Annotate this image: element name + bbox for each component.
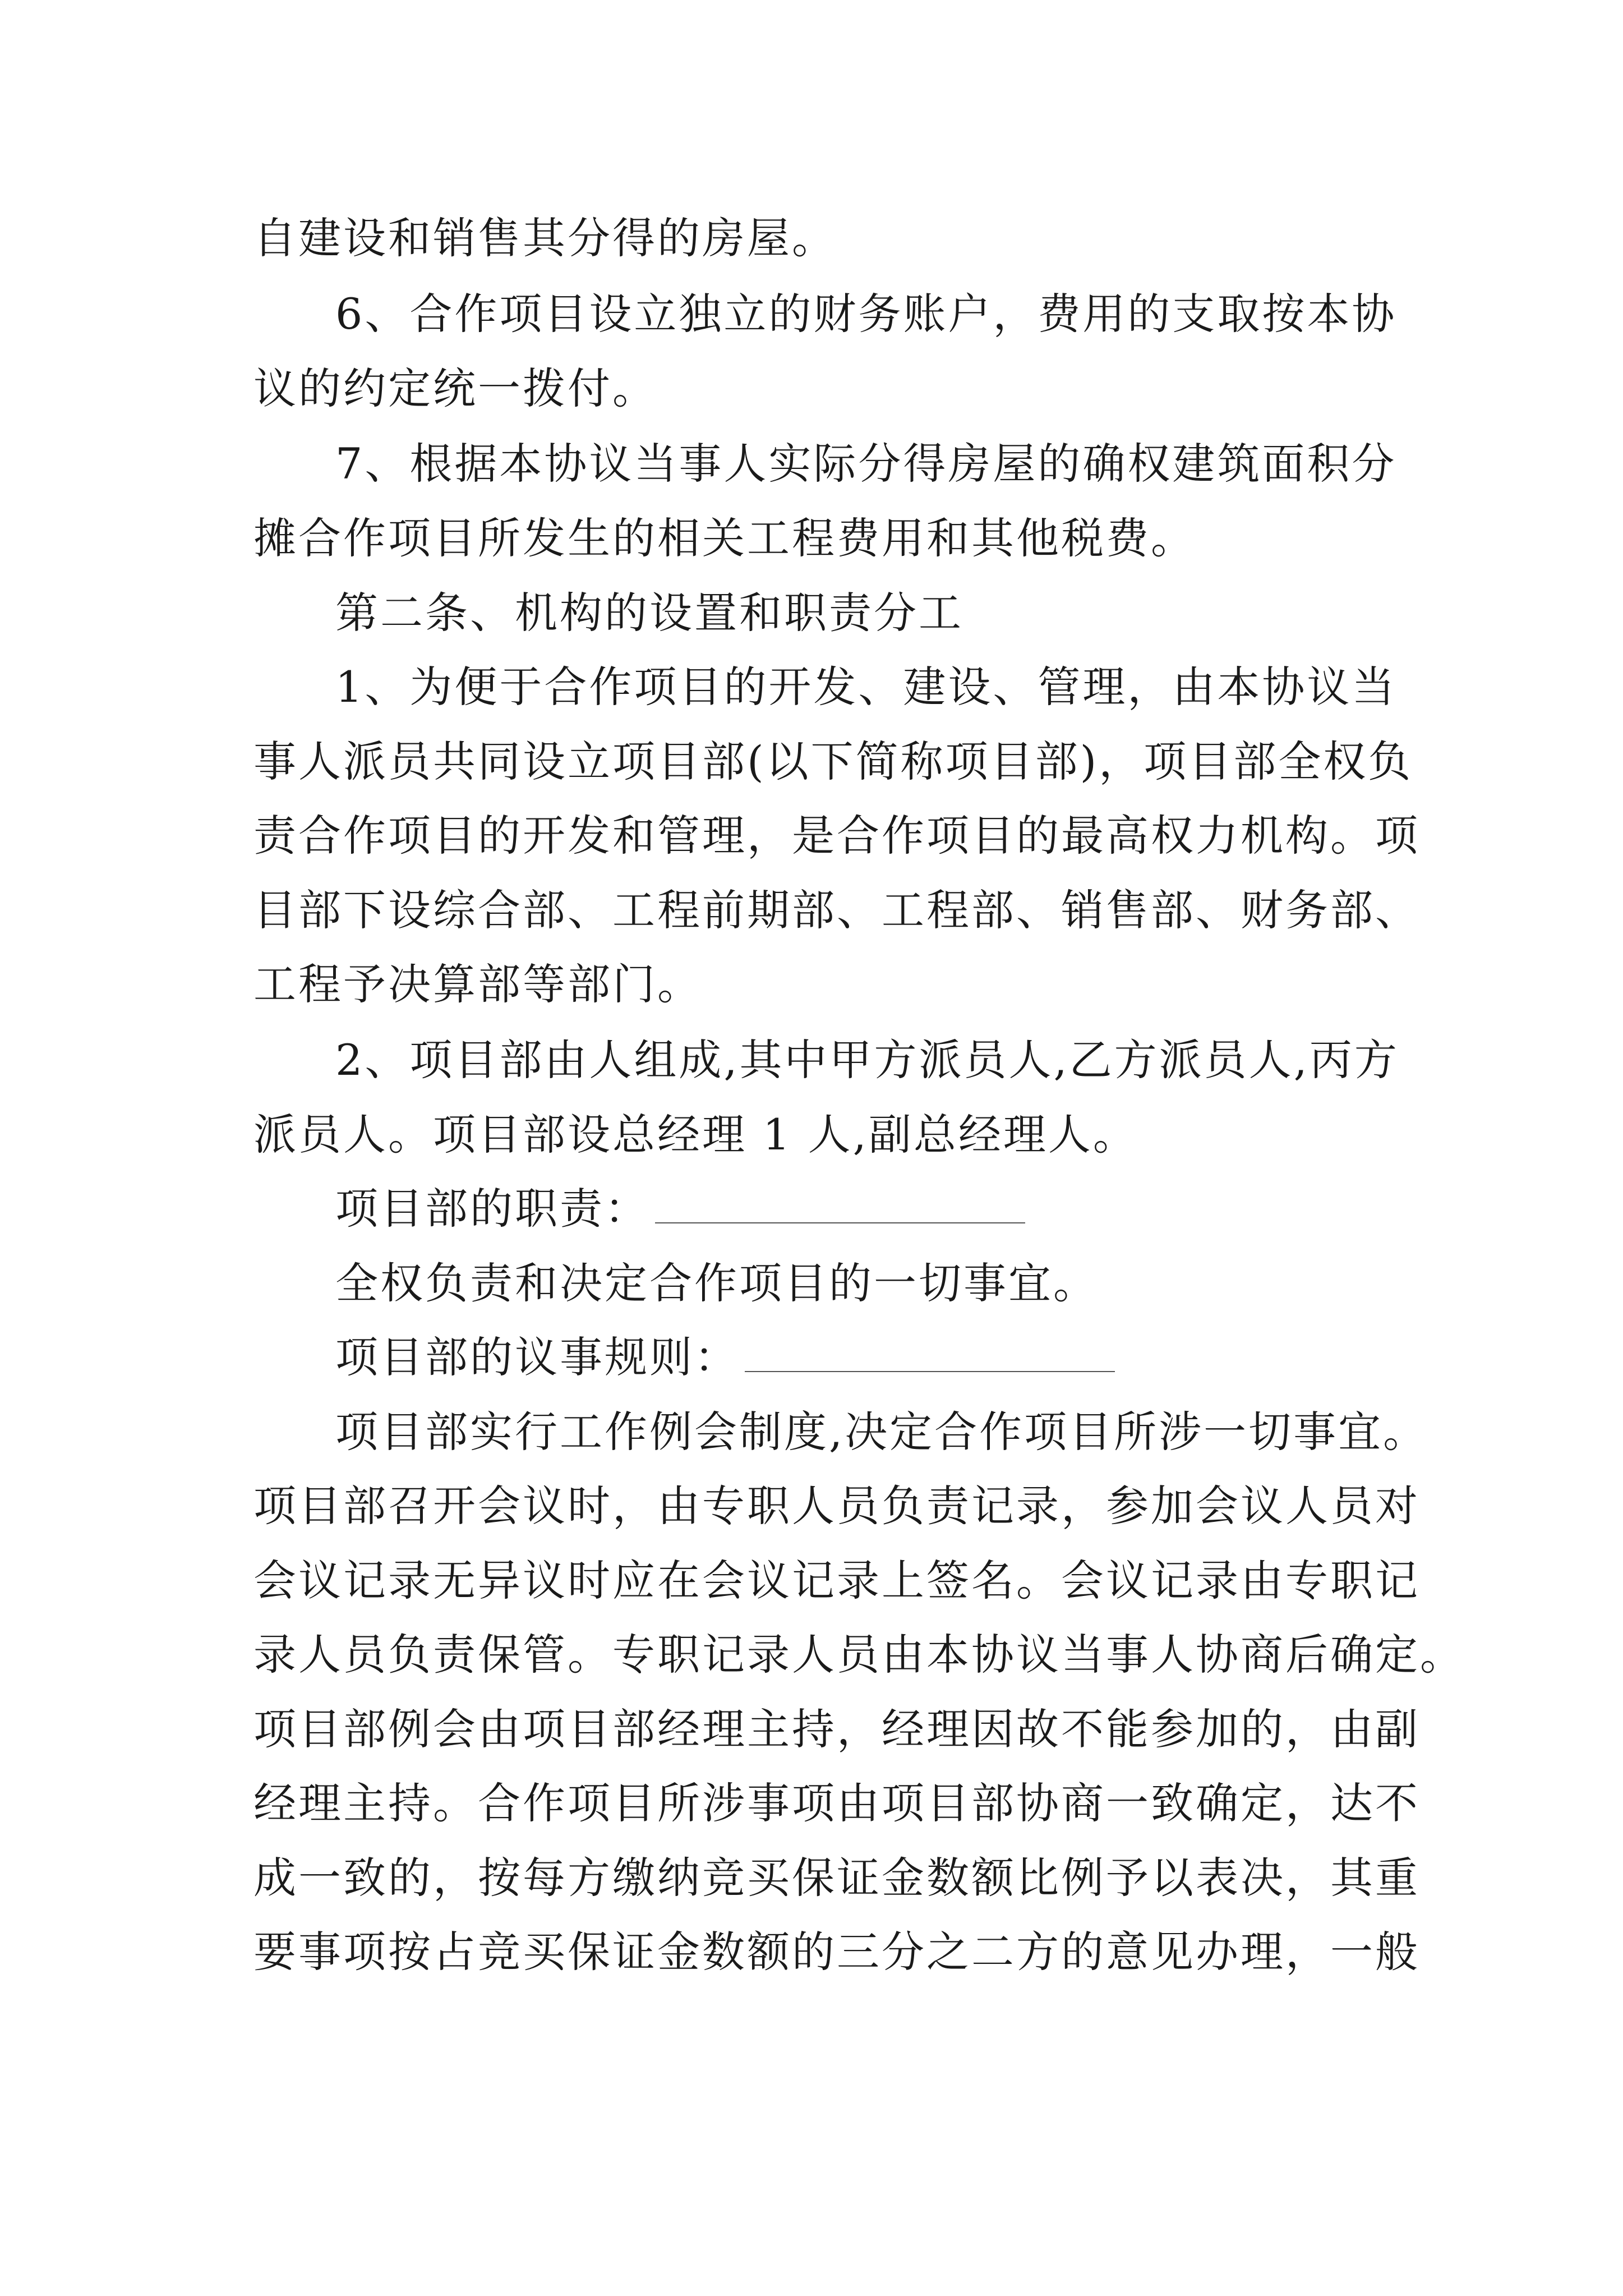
text-line-12: 2、项目部由人组成,其中甲方派员人,乙方派员人,丙方 xyxy=(335,1035,1399,1085)
text-line-20: 录人员负责保管。专职记录人员由本协议当事人协商后确定。 xyxy=(253,1630,1465,1680)
text-line-11: 工程予决算部等部门。 xyxy=(253,959,702,1009)
text-line-2: 6、合作项目设立独立的财务账户，费用的支取按本协 xyxy=(335,289,1397,339)
duties-blank-field[interactable] xyxy=(655,1183,1025,1223)
text-line-18: 项目部召开会议时，由专职人员负责记录，参加会议人员对 xyxy=(253,1481,1420,1531)
text-line-15: 全权负责和决定合作项目的一切事宜。 xyxy=(335,1258,1098,1308)
text-line-21: 项目部例会由项目部经理主持，经理因故不能参加的，由副 xyxy=(253,1704,1420,1754)
text-line-5: 摊合作项目所发生的相关工程费用和其他税费。 xyxy=(253,513,1196,563)
text-line-17: 项目部实行工作例会制度,决定合作项目所涉一切事宜。 xyxy=(335,1407,1428,1457)
text-line-19: 会议记录无异议时应在会议记录上签名。会议记录由专职记 xyxy=(253,1556,1420,1605)
duties-label: 项目部的职责： xyxy=(335,1184,649,1234)
text-line-24: 要事项按占竞买保证金数额的三分之二方的意见办理，一般 xyxy=(253,1927,1420,1977)
section-heading: 第二条、机构的设置和职责分工 xyxy=(335,588,963,638)
text-line-23: 成一致的，按每方缴纳竞买保证金数额比例予以表决，其重 xyxy=(253,1853,1420,1903)
duties-line xyxy=(335,1178,1025,1240)
rules-line xyxy=(335,1327,1115,1388)
text-line-9: 责合作项目的开发和管理，是合作项目的最高权力机构。项 xyxy=(253,811,1420,861)
text-line-13: 派员人。项目部设总经理 1 人,副总经理人。 xyxy=(253,1110,1138,1159)
text-line-22: 经理主持。合作项目所涉事项由项目部协商一致确定，达不 xyxy=(253,1778,1420,1828)
text-line-4: 7、根据本协议当事人实际分得房屋的确权建筑面积分 xyxy=(335,439,1397,489)
rules-blank-field[interactable] xyxy=(745,1332,1115,1372)
text-line-1: 自建设和销售其分得的房屋。 xyxy=(253,213,837,263)
text-line-8: 事人派员共同设立项目部(以下简称项目部)，项目部全权负 xyxy=(253,737,1413,786)
text-line-3: 议的约定统一拨付。 xyxy=(253,364,657,413)
text-line-7: 1、为便于合作项目的开发、建设、管理，由本协议当 xyxy=(335,662,1397,712)
text-line-10: 目部下设综合部、工程前期部、工程部、销售部、财务部、 xyxy=(253,885,1420,935)
rules-label: 项目部的议事规则： xyxy=(335,1332,739,1382)
